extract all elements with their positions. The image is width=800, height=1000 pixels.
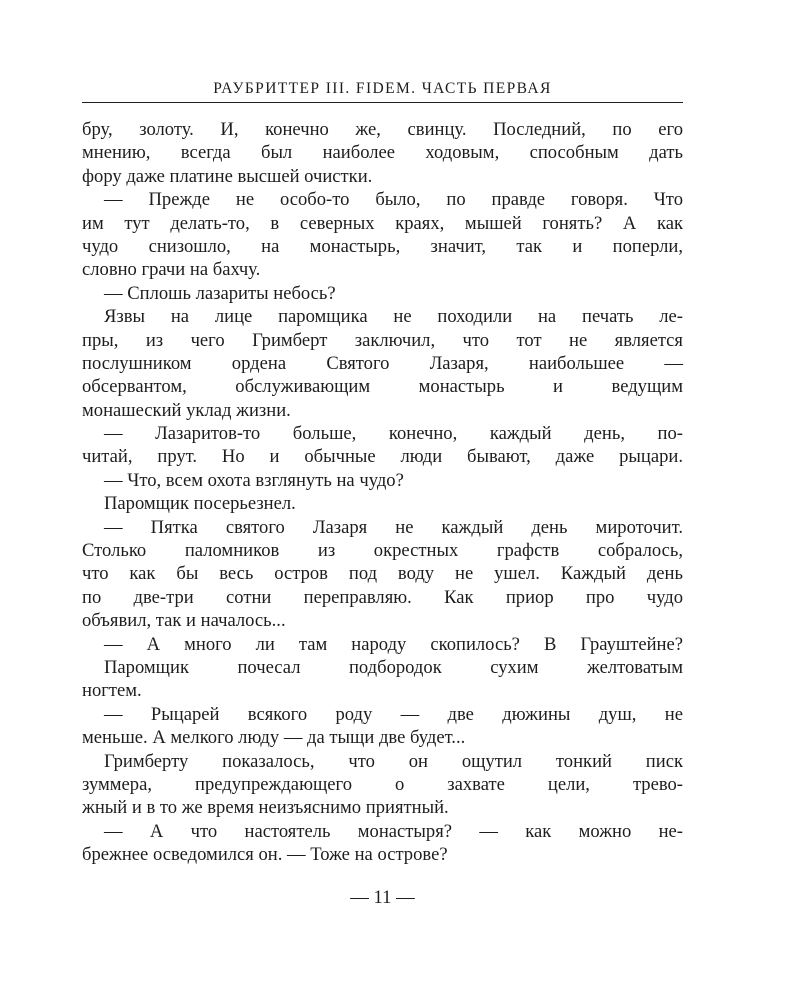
text-line: зуммера, предупреждающего о захвате цели, трево-	[82, 773, 683, 795]
text-line: — Лазаритов-то больше, конечно, каждый день, по-	[104, 423, 683, 445]
text-line: — А много ли там народу скопилось? В Грауштейне?	[104, 633, 683, 655]
text-line: Столько паломников из окрестных графств собралось,	[82, 540, 683, 562]
text-line: по две-три сотни переправляю. Как приор про чудо	[82, 586, 683, 608]
text-line: что как бы весь остров под воду не ушел. Каждый день	[82, 563, 683, 585]
text-line: — Сплошь лазариты небось?	[104, 282, 336, 304]
text-line: Паромщик посерьезнел.	[104, 493, 296, 515]
text-line: чудо снизошло, на монастырь, значит, так и поперли,	[82, 235, 683, 257]
text-line: фору даже платине высшей очистки.	[82, 165, 373, 187]
text-line: — Пятка святого Лазаря не каждый день мироточит.	[104, 516, 683, 538]
text-line: словно грачи на бахчу.	[82, 259, 261, 281]
text-line: меньше. А мелкого люду — да тыщи две будет...	[82, 727, 466, 749]
text-line: читай, прут. Но и обычные люди бывают, даже рыцари.	[82, 446, 683, 468]
running-header: РАУБРИТТЕР III. FIDEM. ЧАСТЬ ПЕРВАЯ	[213, 80, 552, 97]
text-line: послушником ордена Святого Лазаря, наибольшее —	[82, 352, 683, 374]
text-line: — Прежде не особо-то было, по правде говоря. Что	[104, 189, 683, 211]
page-body	[82, 118, 683, 867]
text-line: Язвы на лице паромщика не походили на печать ле-	[104, 306, 683, 328]
text-line: — Рыцарей всякого роду — две дюжины душ, не	[104, 703, 683, 725]
text-line: монашеский уклад жизни.	[82, 399, 291, 421]
text-line: брежнее осведомился он. — Тоже на острове?	[82, 844, 448, 866]
text-line: Паромщик почесал подбородок сухим желтоватым	[104, 656, 683, 678]
text-line: мнению, всегда был наиболее ходовым, способным дать	[82, 142, 683, 164]
text-line: Гримберту показалось, что он ощутил тонкий писк	[104, 750, 683, 772]
text-line: жный и в то же время неизъяснимо приятный.	[82, 797, 449, 819]
text-line: — А что настоятель монастыря? — как можно не-	[104, 820, 683, 842]
header-rule	[82, 102, 683, 103]
text-line: объявил, так и началось...	[82, 610, 286, 632]
text-line: бру, золоту. И, конечно же, свинцу. Последний, по его	[82, 119, 683, 140]
text-line: им тут делать-то, в северных краях, мышей гонять? А как	[82, 212, 683, 234]
page-number: — 11 —	[350, 887, 415, 908]
text-line: пры, из чего Гримберт заключил, что тот не является	[82, 329, 683, 351]
text-line: — Что, всем охота взглянуть на чудо?	[104, 469, 404, 491]
text-line: ногтем.	[82, 680, 142, 702]
text-line: обсервантом, обслуживающим монастырь и ведущим	[82, 376, 683, 398]
